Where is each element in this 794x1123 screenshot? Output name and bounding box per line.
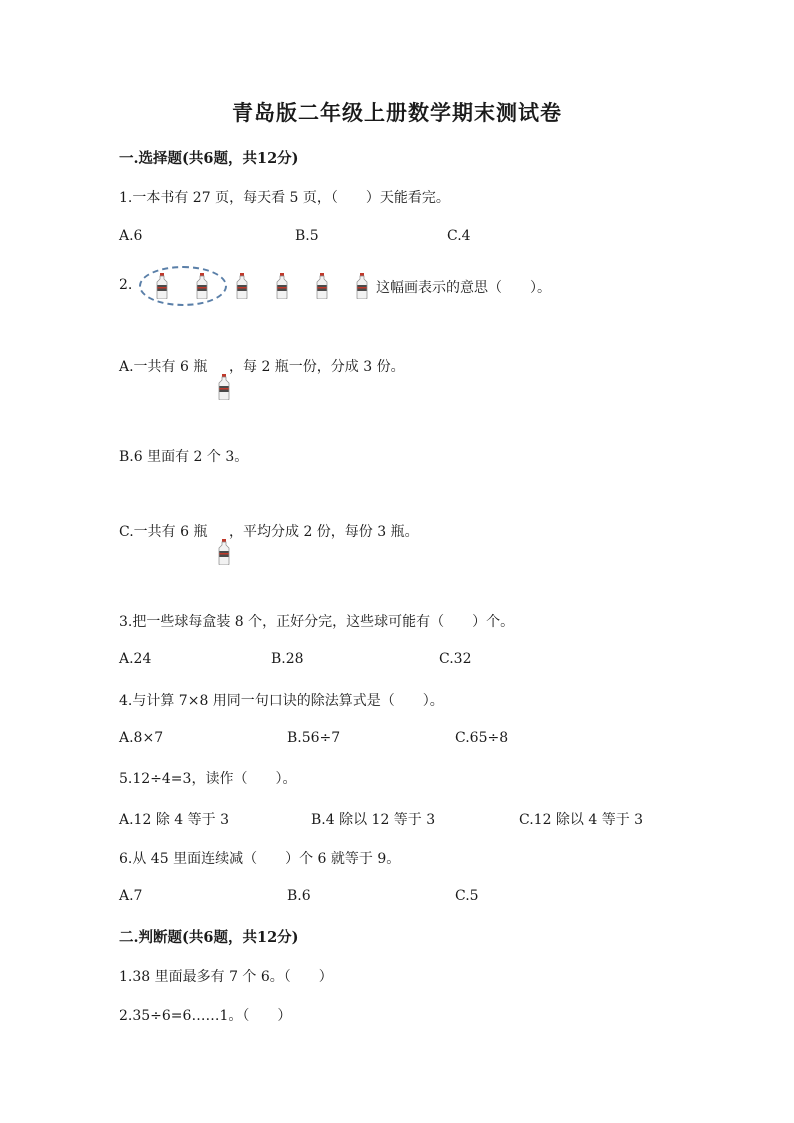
q2-option-b: B.6 里面有 2 个 3。: [119, 449, 249, 465]
q2-option-c-rest: ，平均分成 2 份，每份 3 瓶。: [229, 524, 419, 540]
q1-option-a: A.6: [119, 228, 143, 244]
page-title: 青岛版二年级上册数学期末测试卷: [232, 100, 562, 125]
q1-option-c: C.4: [447, 228, 471, 244]
q4-option-c: C.65÷8: [455, 730, 509, 746]
q1-option-b: B.5: [295, 228, 319, 244]
q3-option-a: A.24: [119, 651, 152, 667]
question-5: 5.12÷4=3，读作（ ）。: [119, 771, 297, 787]
q6-option-c: C.5: [455, 888, 479, 904]
dashed-group-oval: [139, 266, 227, 306]
question-6: 6.从 45 里面连续减（ ）个 6 就等于 9。: [119, 851, 401, 867]
bottle-icon: [156, 273, 168, 299]
q5-option-b: B.4 除以 12 等于 3: [311, 812, 436, 828]
judge-question-1: 1.38 里面最多有 7 个 6。（ ）: [119, 969, 333, 985]
section-heading-judge: 二.判断题(共6题，共12分): [119, 929, 299, 946]
question-2-number: 2.: [119, 277, 133, 293]
question-1: 1.一本书有 27 页，每天看 5 页，（ ）天能看完。: [119, 190, 450, 206]
q3-option-b: B.28: [271, 651, 304, 667]
question-3: 3.把一些球每盒装 8 个，正好分完，这些球可能有（ ）个。: [119, 614, 515, 630]
q5-option-a: A.12 除 4 等于 3: [119, 812, 229, 828]
bottle-icon: [236, 273, 248, 299]
judge-question-2: 2.35÷6=6……1。（ ）: [119, 1008, 292, 1024]
question-4: 4.与计算 7×8 用同一句口诀的除法算式是（ ）。: [119, 693, 444, 709]
bottle-icon: [218, 539, 230, 565]
bottle-icon: [196, 273, 208, 299]
bottle-icon: [218, 374, 230, 400]
section-heading-choice: 一.选择题(共6题，共12分): [119, 150, 299, 167]
bottle-icon: [276, 273, 288, 299]
q6-option-a: A.7: [119, 888, 143, 904]
q5-option-c: C.12 除以 4 等于 3: [519, 812, 644, 828]
q2-option-c: C.一共有 6 瓶: [119, 524, 208, 540]
q6-option-b: B.6: [287, 888, 311, 904]
q4-option-b: B.56÷7: [287, 730, 341, 746]
q4-option-a: A.8×7: [119, 730, 164, 746]
question-2: 这幅画表示的意思（ ）。: [376, 280, 551, 296]
q3-option-c: C.32: [439, 651, 472, 667]
q2-option-a-rest: ，每 2 瓶一份，分成 3 份。: [229, 359, 405, 375]
bottle-icon: [356, 273, 368, 299]
bottle-icon: [316, 273, 328, 299]
q2-option-a: A.一共有 6 瓶: [119, 359, 208, 375]
